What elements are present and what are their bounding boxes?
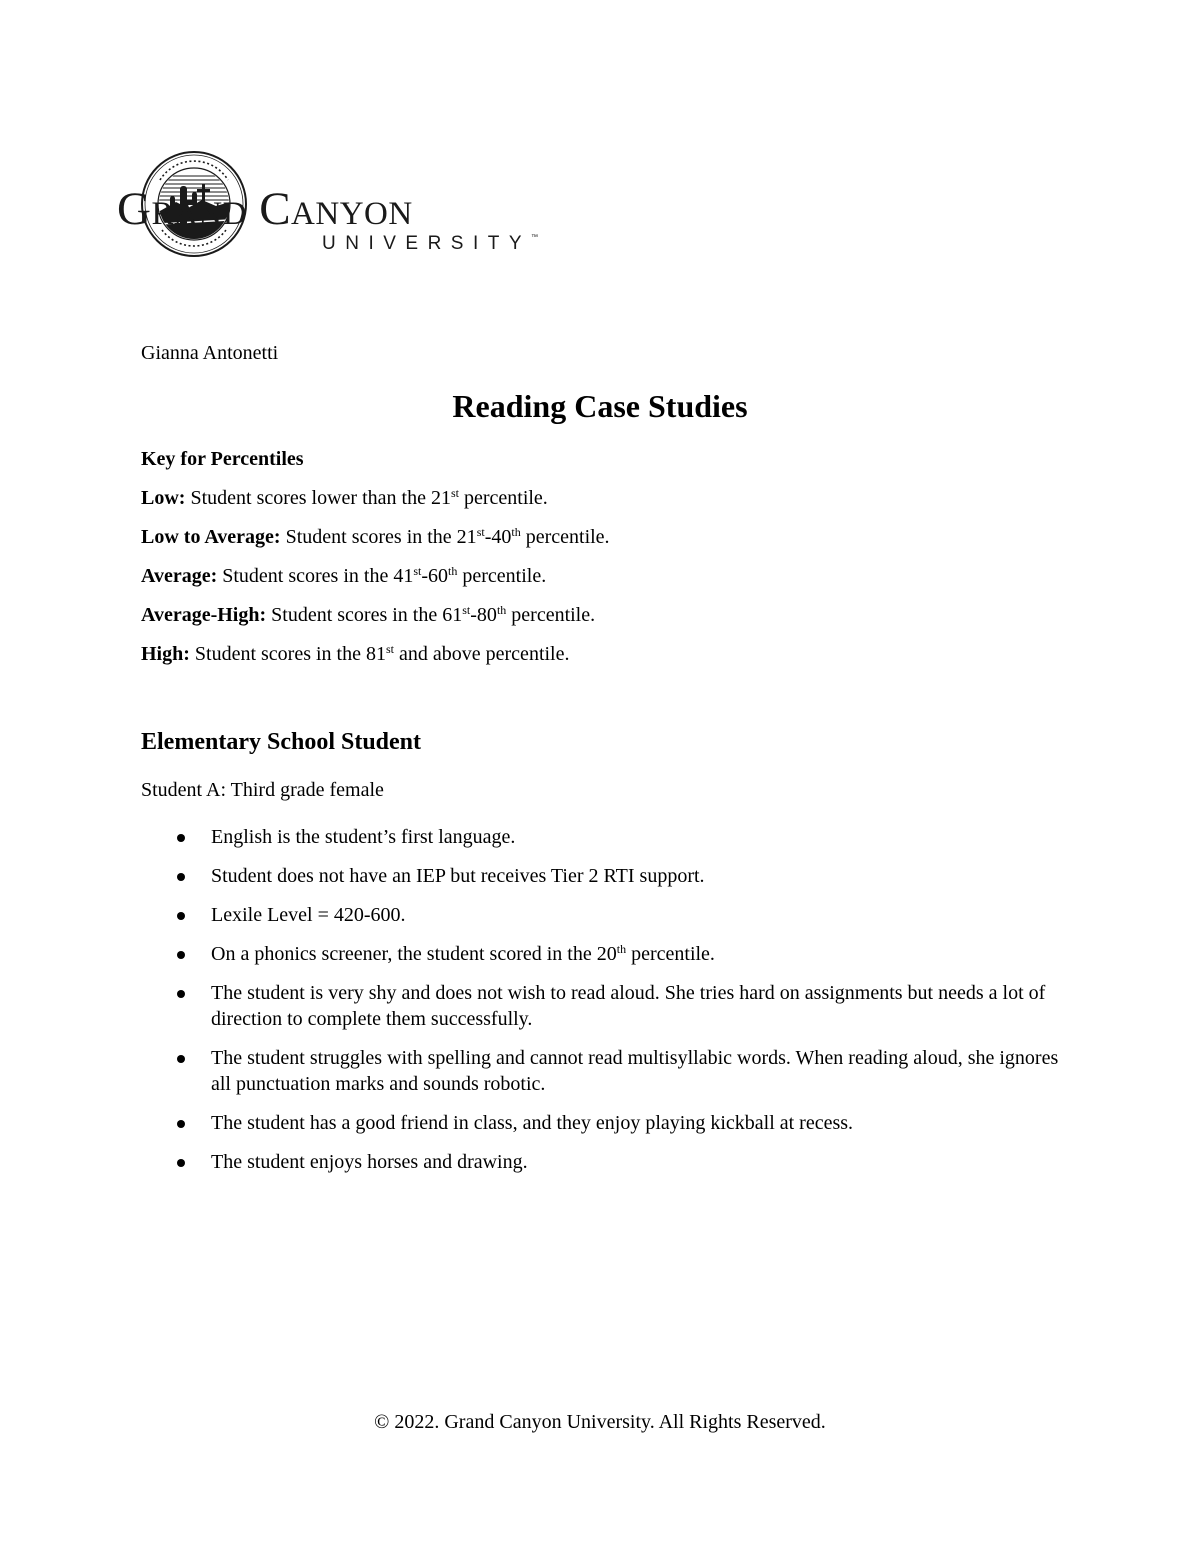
list-item-text: The student has a good friend in class, and they enjoy playing kickball at recess. xyxy=(211,1112,854,1134)
bullet-icon xyxy=(177,1120,185,1128)
list-item xyxy=(141,1110,1061,1136)
bullet-icon xyxy=(177,873,185,881)
list-item xyxy=(141,1045,1061,1097)
key-row-average-high: Average-High: Student scores in the 61st-80th percentile. xyxy=(141,603,596,626)
key-row-low: Low: Student scores lower than the 21st percentile. xyxy=(141,486,548,509)
list-item xyxy=(141,824,1061,850)
list-item xyxy=(141,863,1061,889)
list-item xyxy=(141,1149,1061,1175)
key-heading: Key for Percentiles xyxy=(141,448,304,470)
student-label: Student A: Third grade female xyxy=(141,779,384,801)
list-item-text: Student does not have an IEP but receives Tier 2 RTI support. xyxy=(211,865,705,887)
page-title: Reading Case Studies xyxy=(452,388,748,424)
bullet-icon xyxy=(177,834,185,842)
bullet-icon xyxy=(177,1055,185,1063)
logo-wordmark-primary: Grand Canyon xyxy=(117,183,413,235)
list-item-text: The student is very shy and does not wish to read aloud. She tries hard on assignments but needs a lot of direction to complete them successfully. xyxy=(211,982,1046,1030)
list-item xyxy=(141,980,1061,1032)
bullet-icon xyxy=(177,951,185,959)
list-item xyxy=(141,902,1061,928)
list-item-text: The student struggles with spelling and cannot read multisyllabic words. When reading aloud, she ignores all punctuation marks and sounds robotic. xyxy=(211,1047,1059,1095)
key-row-high: High: Student scores in the 81st and above percentile. xyxy=(141,642,570,665)
list-item-text: Lexile Level = 420-600. xyxy=(211,904,406,926)
section-heading: Elementary School Student xyxy=(141,729,422,755)
list-item-text: On a phonics screener, the student scored in the 20th percentile. xyxy=(211,942,715,965)
logo-wordmark-secondary: UNIVERSITY™ xyxy=(322,233,539,254)
copyright-footer: © 2022. Grand Canyon University. All Rights Reserved. xyxy=(374,1411,826,1433)
list-item-text: English is the student’s first language. xyxy=(211,826,516,848)
bullet-icon xyxy=(177,1159,185,1167)
key-row-average: Average: Student scores in the 41st-60th percentile. xyxy=(141,564,547,587)
list-item-text: The student enjoys horses and drawing. xyxy=(211,1151,528,1173)
bullet-icon xyxy=(177,912,185,920)
key-row-low-to-average: Low to Average: Student scores in the 21st-40th percentile. xyxy=(141,525,610,548)
student-details-list xyxy=(141,824,1061,1188)
bullet-icon xyxy=(177,990,185,998)
author-name: Gianna Antonetti xyxy=(141,342,279,364)
list-item xyxy=(141,941,1061,967)
